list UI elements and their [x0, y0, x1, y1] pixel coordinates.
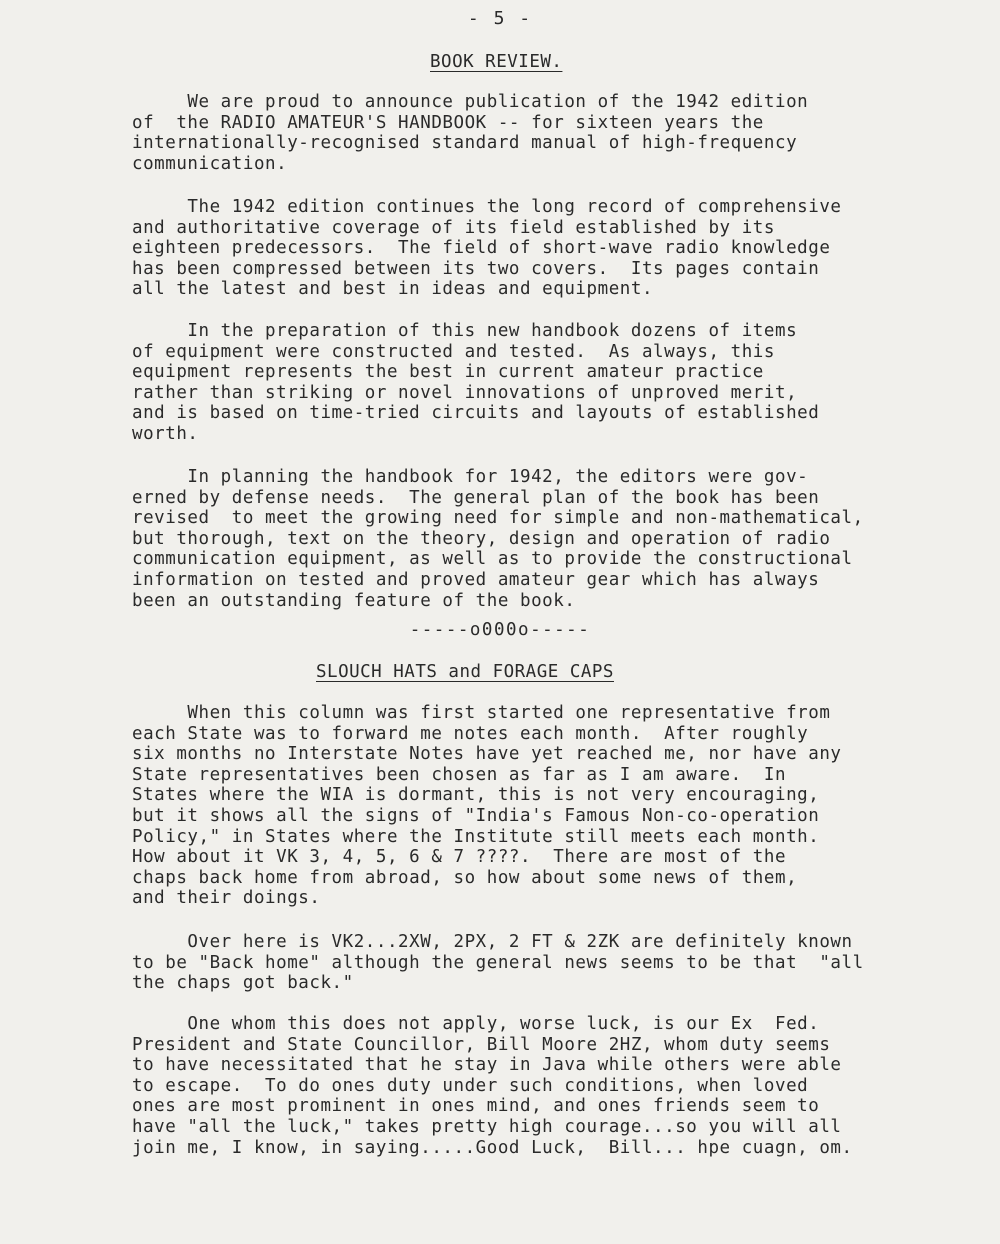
slouch-hats-paragraph-3: One whom this does not apply, worse luck, is our Ex Fed. President and State Councillor, Bill Moore 2HZ, whom duty seems to have necessitated that he stay in Java while others were able to escape. To do ones duty under such conditions, when loved ones are most prominent in ones mind, and ones friends seem to have "all the luck," takes pretty high courage...so you will all join me, I know, in saying.....Good Luck, Bill... hpe cuagn, om.: [132, 1014, 853, 1158]
page-number: - 5 -: [467, 8, 533, 29]
slouch-hats-heading: SLOUCH HATS and FORAGE CAPS: [316, 662, 614, 682]
book-review-paragraph-2: The 1942 edition continues the long record of comprehensive and authoritative coverage of its field established by its eighteen predecessors. The field of short-wave radio knowledge has been compressed between its two covers. Its pages contain all the latest and best in ideas and equipment.: [132, 197, 842, 300]
slouch-hats-paragraph-2: Over here is VK2...2XW, 2PX, 2 FT & 2ZK are definitely known to be "Back home" although the general news seems to be that "all the chaps got back.": [132, 932, 864, 994]
section-divider: -----o000o-----: [409, 620, 591, 640]
book-review-paragraph-4: In planning the handbook for 1942, the editors were gov- erned by defense needs. The general plan of the book has been revised to meet the growing need for simple and non-mathematical, but thorough, text on the theory, design and operation of radio communication equipment, as well as to provide the constructional information on tested and proved amateur gear which has always been an outstanding feature of the book.: [132, 467, 864, 611]
slouch-hats-paragraph-1: When this column was first started one representative from each State was to forward me notes each month. After roughly six months no Interstate Notes have yet reached me, nor have any State representatives been chosen as far as I am aware. In States where the WIA is dormant, this is not very encouraging, but it shows all the signs of "India's Famous Non-co-operation Policy," in States where the Institute still meets each month. How about it VK 3, 4, 5, 6 & 7 ????. There are most of the chaps back home from abroad, so how about some news of them, and their doings.: [132, 703, 842, 909]
book-review-paragraph-1: We are proud to announce publication of the 1942 edition of the RADIO AMATEUR'S HANDBOOK -- for sixteen years the internationally-recognised standard manual of high-frequency communication.: [132, 92, 809, 174]
book-review-paragraph-3: In the preparation of this new handbook dozens of items of equipment were constructed and tested. As always, this equipment represents the best in current amateur practice rather than striking or novel innovations of unproved merit, and is based on time-tried circuits and layouts of established worth.: [132, 321, 820, 444]
book-review-heading: BOOK REVIEW.: [430, 52, 563, 72]
